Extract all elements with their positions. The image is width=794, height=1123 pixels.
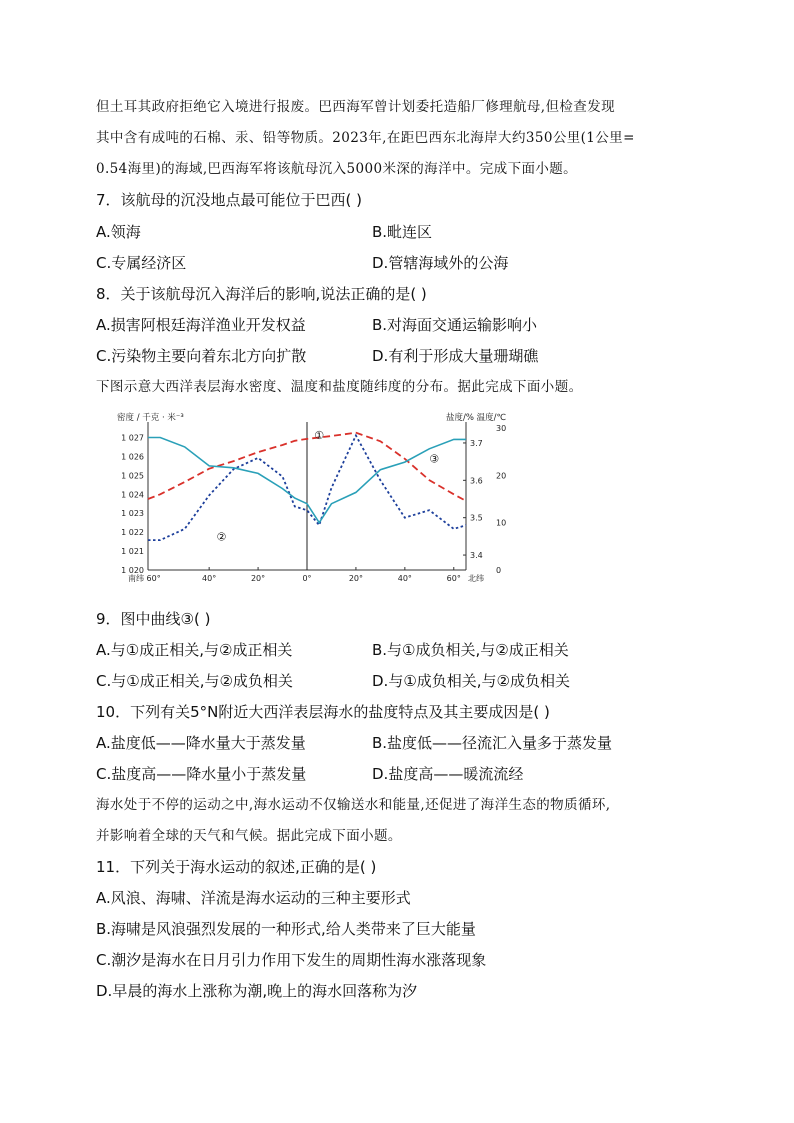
- x-tick-label: 北纬: [468, 574, 484, 583]
- temperature-tick-label: 10: [496, 518, 507, 528]
- q8-option-b[interactable]: B.对海面交通运输影响小: [372, 316, 538, 334]
- q11-option-b[interactable]: B.海啸是风浪强烈发展的一种形式,给人类带来了巨大能量: [96, 920, 476, 938]
- q8-option-c[interactable]: C.污染物主要向着东北方向扩散: [96, 347, 307, 365]
- salinity-tick-label: 3.4: [470, 551, 483, 561]
- passage2-line-2: 并影响着全球的天气和气候。据此完成下面小题。: [96, 828, 402, 844]
- x-axis-ticks: [128, 567, 484, 583]
- q7-option-c[interactable]: C.专属经济区: [96, 254, 187, 272]
- q9-option-b[interactable]: B.与①成负相关,与②成正相关: [372, 641, 569, 659]
- left-tick-label: 1 027: [121, 433, 144, 443]
- q10-option-c[interactable]: C.盐度高——降水量小于蒸发量: [96, 765, 307, 783]
- x-tick-label: 60°: [446, 574, 461, 583]
- intro-line-1: 但土耳其政府拒绝它入境进行报废。巴西海军曾计划委托造船厂修理航母,但检查发现: [96, 99, 615, 115]
- q11-option-c[interactable]: C.潮汐是海水在日月引力作用下发生的周期性海水涨落现象: [96, 951, 487, 969]
- chart-axes: [148, 422, 466, 570]
- left-tick-label: 1 026: [121, 452, 144, 462]
- atlantic-surface-water-chart: [108, 408, 507, 590]
- x-tick-label: 南纬 60°: [128, 574, 161, 583]
- temperature-tick-label: 30: [496, 424, 507, 433]
- right-axis-title: 盐度/% 温度/℃: [446, 413, 507, 423]
- q11-option-a[interactable]: A.风浪、海啸、洋流是海水运动的三种主要形式: [96, 889, 411, 907]
- q10-option-b[interactable]: B.盐度低——径流汇入量多于蒸发量: [372, 734, 613, 752]
- question-9-stem: 9．图中曲线③( ): [96, 610, 211, 628]
- q10-option-d[interactable]: D.盐度高——暖流流经: [372, 765, 524, 783]
- q8-option-a[interactable]: A.损害阿根廷海洋渔业开发权益: [96, 316, 306, 334]
- q9-option-a[interactable]: A.与①成正相关,与②成正相关: [96, 641, 293, 659]
- salinity-tick-label: 3.5: [470, 513, 483, 523]
- intro-line-2: 其中含有成吨的石棉、汞、铅等物质。2023年,在距巴西东北海岸大约350公里(1公里=: [96, 130, 635, 146]
- salinity-tick-label: 3.6: [470, 476, 483, 486]
- left-tick-label: 1 024: [121, 490, 144, 500]
- salinity-tick-label: 3.7: [470, 438, 483, 448]
- q7-option-a[interactable]: A.领海: [96, 223, 141, 241]
- temperature-tick-label: 0: [496, 566, 502, 575]
- left-tick-label: 1 025: [121, 471, 144, 481]
- curve-label-1: ①: [314, 429, 325, 443]
- q8-option-d[interactable]: D.有利于形成大量珊瑚礁: [372, 347, 539, 365]
- question-8-stem: 8．关于该航母沉入海洋后的影响,说法正确的是( ): [96, 285, 427, 303]
- left-tick-label: 1 022: [121, 528, 144, 538]
- q11-option-d[interactable]: D.早晨的海水上涨称为潮,晚上的海水回落称为汐: [96, 982, 418, 1000]
- right-axis-ticks: [463, 424, 506, 575]
- x-tick-label: 0°: [302, 574, 312, 583]
- temperature-tick-label: 20: [496, 471, 507, 481]
- question-7-stem: 7．该航母的沉没地点最可能位于巴西( ): [96, 191, 363, 209]
- q9-option-d[interactable]: D.与①成负相关,与②成负相关: [372, 672, 570, 690]
- curve-label-3: ③: [429, 452, 440, 466]
- question-11-stem: 11．下列关于海水运动的叙述,正确的是( ): [96, 858, 377, 876]
- left-tick-label: 1 023: [121, 509, 144, 519]
- x-tick-label: 20°: [348, 574, 364, 583]
- q9-option-c[interactable]: C.与①成正相关,与②成负相关: [96, 672, 293, 690]
- left-tick-label: 1 020: [121, 566, 144, 575]
- q10-option-a[interactable]: A.盐度低——降水量大于蒸发量: [96, 734, 306, 752]
- passage2-line-1: 海水处于不停的运动之中,海水运动不仅输送水和能量,还促进了海洋生态的物质循环,: [96, 797, 611, 813]
- curve-labels: [216, 429, 439, 543]
- intro-line-3: 0.54海里)的海域,巴西海军将该航母沉入5000米深的海洋中。完成下面小题。: [96, 161, 578, 177]
- x-tick-label: 40°: [202, 574, 217, 583]
- curve-label-2: ②: [216, 530, 227, 544]
- question-10-stem: 10．下列有关5°N附近大西洋表层海水的盐度特点及其主要成因是( ): [96, 703, 550, 721]
- left-axis-title: 密度 / 千克 · 米⁻³: [117, 413, 184, 423]
- x-tick-label: 40°: [397, 574, 412, 583]
- figure-intro: 下图示意大西洋表层海水密度、温度和盐度随纬度的分布。据此完成下面小题。: [96, 379, 583, 395]
- q7-option-b[interactable]: B.毗连区: [372, 223, 433, 241]
- left-axis-ticks: [121, 433, 144, 575]
- left-tick-label: 1 021: [121, 547, 144, 557]
- q7-option-d[interactable]: D.管辖海域外的公海: [372, 254, 509, 272]
- x-tick-label: 20°: [250, 574, 266, 583]
